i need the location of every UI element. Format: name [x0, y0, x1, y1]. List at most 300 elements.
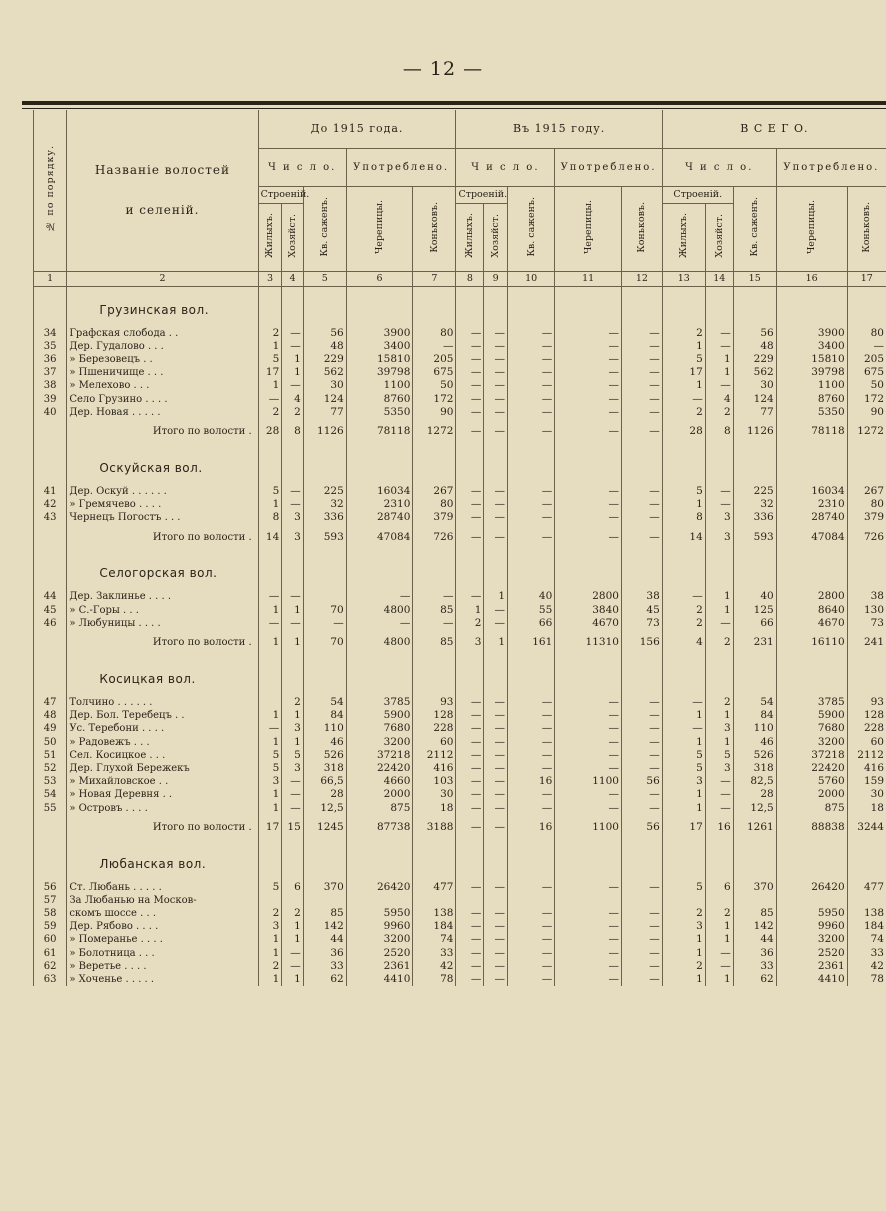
row-index: 44 — [34, 590, 67, 603]
data-cell — [258, 894, 282, 907]
empty-cell — [456, 656, 484, 686]
data-cell: 2 — [705, 406, 733, 419]
empty-cell — [303, 286, 346, 317]
data-cell: — — [508, 736, 555, 749]
empty-cell — [733, 445, 776, 475]
data-cell: 80 — [847, 327, 886, 340]
data-cell: — — [484, 379, 508, 392]
data-cell: 22420 — [776, 762, 847, 775]
spacer-cell — [733, 580, 776, 590]
data-cell: 3840 — [555, 604, 622, 617]
data-cell: 4800 — [346, 604, 413, 617]
table-row — [34, 762, 886, 775]
settlement-name: Сел. Косицкое . . . — [67, 749, 258, 762]
total-cell: — — [484, 419, 508, 445]
row-index: 46 — [34, 617, 67, 630]
empty-cell — [484, 656, 508, 686]
empty-cell — [346, 656, 413, 686]
data-cell: 78 — [847, 973, 886, 986]
data-cell: 875 — [776, 801, 847, 814]
data-cell: — — [508, 788, 555, 801]
spacer-cell — [705, 871, 733, 881]
empty-cell — [413, 656, 456, 686]
data-cell: — — [484, 406, 508, 419]
total-cell: 28 — [662, 419, 705, 445]
data-cell: — — [456, 973, 484, 986]
data-cell: — — [621, 340, 662, 353]
data-cell: — — [456, 933, 484, 946]
data-cell: 229 — [303, 353, 346, 366]
data-cell: 1 — [662, 933, 705, 946]
settlement-name: » Болотница . . . — [67, 947, 258, 960]
table-row — [34, 775, 886, 788]
index-cell — [34, 815, 67, 841]
data-cell: 3 — [705, 722, 733, 735]
data-cell: 66 — [508, 617, 555, 630]
data-cell — [303, 590, 346, 603]
settlement-name: » Гремячево . . . . — [67, 498, 258, 511]
spacer-cell — [258, 871, 282, 881]
data-cell: 5 — [258, 881, 282, 894]
data-cell: 103 — [413, 775, 456, 788]
empty-cell — [662, 841, 705, 871]
data-cell: 3 — [258, 920, 282, 933]
total-cell: 56 — [621, 815, 662, 841]
data-cell: — — [621, 722, 662, 735]
data-cell: — — [484, 696, 508, 709]
data-cell: 1 — [705, 920, 733, 933]
data-cell: — — [555, 762, 622, 775]
data-cell: 2 — [705, 696, 733, 709]
data-cell: — — [705, 498, 733, 511]
data-cell: 73 — [847, 617, 886, 630]
total-cell: 1100 — [555, 815, 622, 841]
index-cell — [34, 286, 67, 317]
data-cell: 1 — [705, 366, 733, 379]
data-cell: 3 — [705, 762, 733, 775]
header-kv: Кв. саженъ. — [303, 186, 346, 271]
settlement-name: » Пшеничище . . . — [67, 366, 258, 379]
data-cell — [847, 894, 886, 907]
total-cell: 1 — [282, 630, 303, 656]
total-row — [34, 419, 886, 445]
data-cell: 60 — [413, 736, 456, 749]
data-cell: — — [621, 749, 662, 762]
data-cell: 85 — [413, 604, 456, 617]
data-cell: 267 — [847, 485, 886, 498]
total-cell: 4800 — [346, 630, 413, 656]
data-cell: 2800 — [555, 590, 622, 603]
data-cell: 93 — [847, 696, 886, 709]
data-cell: — — [705, 617, 733, 630]
spacer-cell — [346, 475, 413, 485]
data-cell: 267 — [413, 485, 456, 498]
data-cell: 2 — [456, 617, 484, 630]
data-cell: — — [282, 485, 303, 498]
header-kon: Коньковъ. — [847, 186, 886, 271]
data-cell: 26420 — [776, 881, 847, 894]
data-cell: — — [413, 617, 456, 630]
data-cell: 2 — [258, 406, 282, 419]
data-cell: — — [508, 485, 555, 498]
data-cell: 1 — [258, 498, 282, 511]
spacer-cell — [258, 475, 282, 485]
data-cell: 3 — [662, 775, 705, 788]
data-cell: 1 — [662, 709, 705, 722]
data-cell: — — [484, 933, 508, 946]
header-hoz: Хозяйст. — [282, 203, 303, 271]
data-cell: — — [484, 960, 508, 973]
data-cell: — — [456, 406, 484, 419]
data-cell: 184 — [847, 920, 886, 933]
spacer-cell — [346, 686, 413, 696]
data-cell: — — [484, 947, 508, 960]
data-cell: 2 — [662, 604, 705, 617]
data-cell: 5 — [705, 749, 733, 762]
data-cell: 110 — [733, 722, 776, 735]
header-zhil: Жилыхъ. — [662, 203, 705, 271]
statistics-table — [33, 110, 886, 986]
settlement-name: » Хоченье . . . . . — [67, 973, 258, 986]
row-index: 53 — [34, 775, 67, 788]
total-label: Итого по волости . — [67, 630, 258, 656]
data-cell — [555, 894, 622, 907]
table-row — [34, 722, 886, 735]
data-cell: 60 — [847, 736, 886, 749]
data-cell: — — [456, 722, 484, 735]
data-cell: 125 — [733, 604, 776, 617]
empty-cell — [303, 550, 346, 580]
settlement-name: За Любанью на Москов- — [67, 894, 258, 907]
data-cell: — — [484, 604, 508, 617]
data-cell: 1 — [705, 604, 733, 617]
total-cell: 1245 — [303, 815, 346, 841]
data-cell: — — [484, 353, 508, 366]
header-kv: Кв. саженъ. — [508, 186, 555, 271]
data-cell: — — [555, 498, 622, 511]
data-cell: — — [555, 353, 622, 366]
data-cell: — — [484, 762, 508, 775]
data-cell — [733, 894, 776, 907]
data-cell: 1 — [258, 379, 282, 392]
data-cell: 1 — [705, 709, 733, 722]
spacer-cell — [662, 317, 705, 327]
data-cell: 1 — [258, 933, 282, 946]
data-cell: 2310 — [346, 498, 413, 511]
data-cell: 3200 — [346, 736, 413, 749]
empty-cell — [705, 550, 733, 580]
total-cell: 3 — [705, 524, 733, 550]
data-cell: — — [484, 920, 508, 933]
spacer-cell — [621, 317, 662, 327]
row-index: 38 — [34, 379, 67, 392]
data-cell: 8 — [662, 511, 705, 524]
data-cell: 5900 — [776, 709, 847, 722]
spacer-cell — [413, 686, 456, 696]
data-cell: 1 — [705, 353, 733, 366]
table-row — [34, 788, 886, 801]
data-cell: — — [484, 881, 508, 894]
data-cell: 416 — [847, 762, 886, 775]
spacer-cell — [484, 686, 508, 696]
data-cell: 184 — [413, 920, 456, 933]
spacer-cell — [662, 686, 705, 696]
data-cell: — — [621, 736, 662, 749]
data-cell: 3400 — [346, 340, 413, 353]
data-cell: — — [662, 590, 705, 603]
data-cell: — — [456, 498, 484, 511]
empty-cell — [705, 445, 733, 475]
spacer-cell — [282, 317, 303, 327]
total-cell: 156 — [621, 630, 662, 656]
data-cell: — — [555, 947, 622, 960]
settlement-name: Ус. Теребони . . . . — [67, 722, 258, 735]
data-cell: 28 — [303, 788, 346, 801]
total-cell: 161 — [508, 630, 555, 656]
data-cell — [662, 894, 705, 907]
empty-cell — [705, 841, 733, 871]
data-cell: — — [484, 801, 508, 814]
spacer-cell — [847, 871, 886, 881]
data-cell: 1 — [705, 736, 733, 749]
data-cell: 1 — [705, 933, 733, 946]
data-cell: — — [508, 801, 555, 814]
data-cell: 1 — [456, 604, 484, 617]
volost-title: Косицкая вол. — [67, 656, 258, 686]
data-cell — [621, 894, 662, 907]
empty-cell — [258, 286, 282, 317]
table-row — [34, 947, 886, 960]
table-row — [34, 340, 886, 353]
data-cell: — — [508, 340, 555, 353]
data-cell: 17 — [662, 366, 705, 379]
data-cell: 4410 — [346, 973, 413, 986]
header-stroeniy: Строеній. — [662, 186, 733, 203]
spacer-cell — [67, 686, 258, 696]
spacer-cell — [508, 580, 555, 590]
empty-cell — [621, 841, 662, 871]
data-cell: — — [508, 709, 555, 722]
data-cell: 90 — [413, 406, 456, 419]
data-cell: — — [456, 762, 484, 775]
row-index: 62 — [34, 960, 67, 973]
data-cell: 5 — [662, 485, 705, 498]
data-cell: 33 — [733, 960, 776, 973]
total-cell: — — [621, 524, 662, 550]
data-cell: — — [621, 366, 662, 379]
empty-cell — [621, 656, 662, 686]
data-cell: — — [705, 801, 733, 814]
data-cell: 2 — [282, 406, 303, 419]
data-cell: 5950 — [776, 907, 847, 920]
data-cell: 2 — [662, 327, 705, 340]
data-cell: — — [484, 511, 508, 524]
data-cell: — — [258, 590, 282, 603]
data-cell: — — [621, 392, 662, 405]
spacer-cell — [847, 475, 886, 485]
column-number: 15 — [733, 271, 776, 286]
data-cell: — — [555, 722, 622, 735]
data-cell: 2112 — [413, 749, 456, 762]
data-cell: 1 — [258, 604, 282, 617]
total-cell: 1 — [484, 630, 508, 656]
data-cell: 50 — [413, 379, 456, 392]
data-cell: 80 — [413, 327, 456, 340]
total-cell: 726 — [413, 524, 456, 550]
data-cell: 66 — [733, 617, 776, 630]
data-cell: 73 — [621, 617, 662, 630]
empty-cell — [484, 841, 508, 871]
table-row — [34, 960, 886, 973]
data-cell: 5 — [662, 353, 705, 366]
data-cell: — — [456, 907, 484, 920]
column-number: 17 — [847, 271, 886, 286]
header-hoz: Хозяйст. — [705, 203, 733, 271]
empty-cell — [847, 841, 886, 871]
data-cell: 2310 — [776, 498, 847, 511]
data-cell: — — [508, 907, 555, 920]
empty-cell — [258, 550, 282, 580]
data-cell: 205 — [413, 353, 456, 366]
empty-cell — [346, 445, 413, 475]
empty-cell — [776, 656, 847, 686]
total-cell: 14 — [258, 524, 282, 550]
data-cell: — — [621, 353, 662, 366]
data-cell: 336 — [733, 511, 776, 524]
data-cell: 3785 — [346, 696, 413, 709]
data-cell: 8 — [258, 511, 282, 524]
table-row — [34, 327, 886, 340]
empty-cell — [776, 841, 847, 871]
data-cell: — — [456, 881, 484, 894]
data-cell: 1 — [282, 604, 303, 617]
data-cell: — — [705, 947, 733, 960]
data-cell: — — [847, 340, 886, 353]
data-cell: — — [555, 696, 622, 709]
data-cell: 318 — [733, 762, 776, 775]
spacer-cell — [508, 871, 555, 881]
row-index: 35 — [34, 340, 67, 353]
row-index: 51 — [34, 749, 67, 762]
data-cell: — — [621, 801, 662, 814]
data-cell: 37218 — [346, 749, 413, 762]
data-cell: — — [621, 696, 662, 709]
data-cell: — — [282, 498, 303, 511]
data-cell: 5 — [258, 762, 282, 775]
total-cell: 11310 — [555, 630, 622, 656]
total-cell: 1272 — [413, 419, 456, 445]
data-cell: — — [282, 327, 303, 340]
total-cell: 726 — [847, 524, 886, 550]
data-cell: 159 — [847, 775, 886, 788]
settlement-name: » Померанье . . . . — [67, 933, 258, 946]
data-cell: 39798 — [346, 366, 413, 379]
settlement-name: Толчино . . . . . . — [67, 696, 258, 709]
volost-title-row — [34, 445, 886, 475]
table-row — [34, 353, 886, 366]
spacer-cell — [456, 317, 484, 327]
empty-cell — [346, 286, 413, 317]
empty-cell — [258, 445, 282, 475]
data-cell: 2520 — [346, 947, 413, 960]
data-cell: — — [555, 485, 622, 498]
data-cell: — — [705, 485, 733, 498]
data-cell: 46 — [733, 736, 776, 749]
data-cell: 3785 — [776, 696, 847, 709]
spacer-cell — [621, 686, 662, 696]
spacer-cell — [847, 580, 886, 590]
row-index: 48 — [34, 709, 67, 722]
table-row — [34, 973, 886, 986]
settlement-name: Село Грузино . . . . — [67, 392, 258, 405]
data-cell: 1 — [282, 920, 303, 933]
data-cell: — — [705, 788, 733, 801]
empty-cell — [705, 286, 733, 317]
table-row — [34, 709, 886, 722]
data-cell: — — [508, 498, 555, 511]
total-cell: — — [508, 419, 555, 445]
data-cell: — — [621, 485, 662, 498]
data-cell: — — [621, 498, 662, 511]
total-cell: — — [456, 419, 484, 445]
data-cell: 8760 — [346, 392, 413, 405]
column-number: 14 — [705, 271, 733, 286]
empty-cell — [346, 550, 413, 580]
header-in-1915: Въ 1915 году. — [456, 110, 662, 148]
data-cell: 18 — [847, 801, 886, 814]
spacer-cell — [282, 871, 303, 881]
data-cell: — — [456, 340, 484, 353]
table-row — [34, 894, 886, 907]
column-number: 10 — [508, 271, 555, 286]
data-cell: — — [484, 498, 508, 511]
spacer-cell — [705, 475, 733, 485]
settlement-name: » Радовежъ . . . — [67, 736, 258, 749]
data-cell: — — [456, 485, 484, 498]
total-cell: 1272 — [847, 419, 886, 445]
total-cell: 17 — [662, 815, 705, 841]
data-cell: 526 — [303, 749, 346, 762]
data-cell: 8640 — [776, 604, 847, 617]
table-row — [34, 749, 886, 762]
data-cell: 1 — [484, 590, 508, 603]
data-cell: 42 — [413, 960, 456, 973]
data-cell: — — [258, 617, 282, 630]
spacer-cell — [733, 871, 776, 881]
data-cell: 138 — [413, 907, 456, 920]
data-cell: 2 — [258, 327, 282, 340]
total-row — [34, 524, 886, 550]
data-cell: 1 — [282, 973, 303, 986]
row-index: 52 — [34, 762, 67, 775]
table-row — [34, 604, 886, 617]
header-hoz: Хозяйст. — [484, 203, 508, 271]
data-cell: — — [508, 406, 555, 419]
spacer-cell — [705, 317, 733, 327]
empty-cell — [413, 550, 456, 580]
data-cell: — — [456, 353, 484, 366]
total-label: Итого по волости . — [67, 815, 258, 841]
data-cell: — — [662, 392, 705, 405]
total-cell: — — [508, 524, 555, 550]
data-cell: — — [282, 960, 303, 973]
data-cell: 1 — [705, 973, 733, 986]
data-cell: 3900 — [776, 327, 847, 340]
data-cell: 30 — [413, 788, 456, 801]
row-index: 39 — [34, 392, 67, 405]
data-cell: 1 — [258, 801, 282, 814]
empty-cell — [621, 550, 662, 580]
